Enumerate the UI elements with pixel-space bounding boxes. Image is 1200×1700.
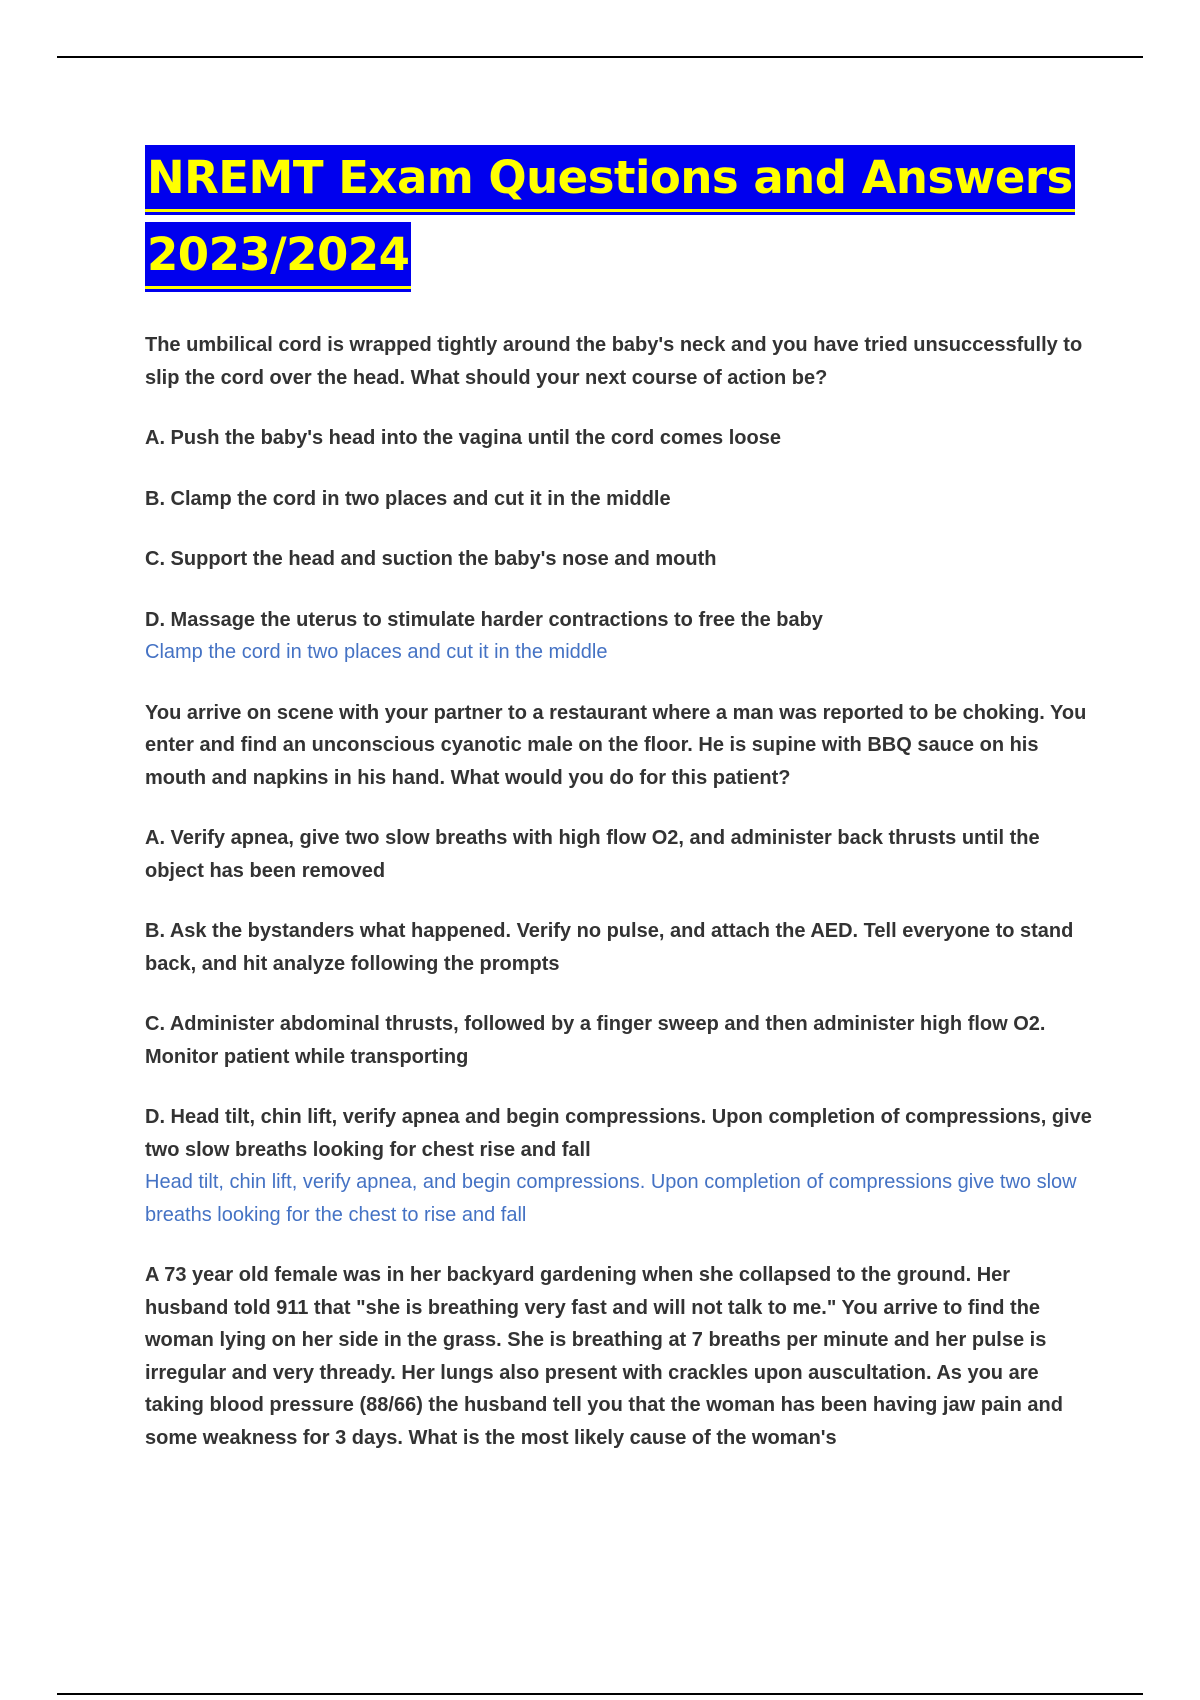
option-b: B. Clamp the cord in two places and cut it in the middle: [145, 487, 671, 510]
option-c: C. Administer abdominal thrusts, followed by a finger sweep and then administer high flow O2. Monitor patient while transporting: [145, 1013, 1046, 1068]
answer-text: Clamp the cord in two places and cut it in the middle: [145, 641, 608, 663]
option-b: B. Ask the bystanders what happened. Verify no pulse, and attach the AED. Tell everyone to stand back, and hit analyze following the prompts: [145, 920, 1074, 975]
document-title: [145, 145, 1095, 289]
question-text: A 73 year old female was in her backyard gardening when she collapsed to the ground. Her husband told 911 that "she is breathing very fast and will not talk to me." You arrive to find the woman lying on her side in the grass. She is breathing at 7 breaths per minute and her pulse is irregular and very thready. Her lungs also present with crackles upon auscultation. As you are taking blood pressure (88/66) the husband tell you that the woman has been having jaw pain and some weakness for 3 days. What is the most likely cause of the woman's: [145, 1264, 1063, 1449]
question-block-2: [145, 697, 1095, 1232]
title-line-2: 2023/2024: [145, 222, 411, 289]
question-block-1: [145, 329, 1095, 669]
question-block-3: [145, 1259, 1095, 1454]
answer-text: Head tilt, chin lift, verify apnea, and begin compressions. Upon completion of compressions give two slow breaths looking for the chest to rise and fall: [145, 1171, 1077, 1226]
option-a: A. Verify apnea, give two slow breaths with high flow O2, and administer back thrusts until the object has been removed: [145, 827, 1040, 882]
option-d: D. Massage the uterus to stimulate harder contractions to free the baby: [145, 608, 823, 631]
bottom-divider: [57, 1693, 1143, 1695]
option-d: D. Head tilt, chin lift, verify apnea and begin compressions. Upon completion of compressions, give two slow breaths looking for chest rise and fall: [145, 1106, 1092, 1161]
top-divider: [57, 56, 1143, 58]
document-body: [145, 145, 1095, 1482]
option-a: A. Push the baby's head into the vagina until the cord comes loose: [145, 427, 781, 449]
question-text: The umbilical cord is wrapped tightly around the baby's neck and you have tried unsuccessfully to slip the cord over the head. What should your next course of action be?: [145, 334, 1083, 389]
title-line-1: NREMT Exam Questions and Answers: [145, 145, 1075, 212]
option-c: C. Support the head and suction the baby's nose and mouth: [145, 548, 717, 570]
question-text: You arrive on scene with your partner to a restaurant where a man was reported to be choking. You enter and find an unconscious cyanotic male on the floor. He is supine with BBQ sauce on his mouth and napkins in his hand. What would you do for this patient?: [145, 701, 1087, 789]
